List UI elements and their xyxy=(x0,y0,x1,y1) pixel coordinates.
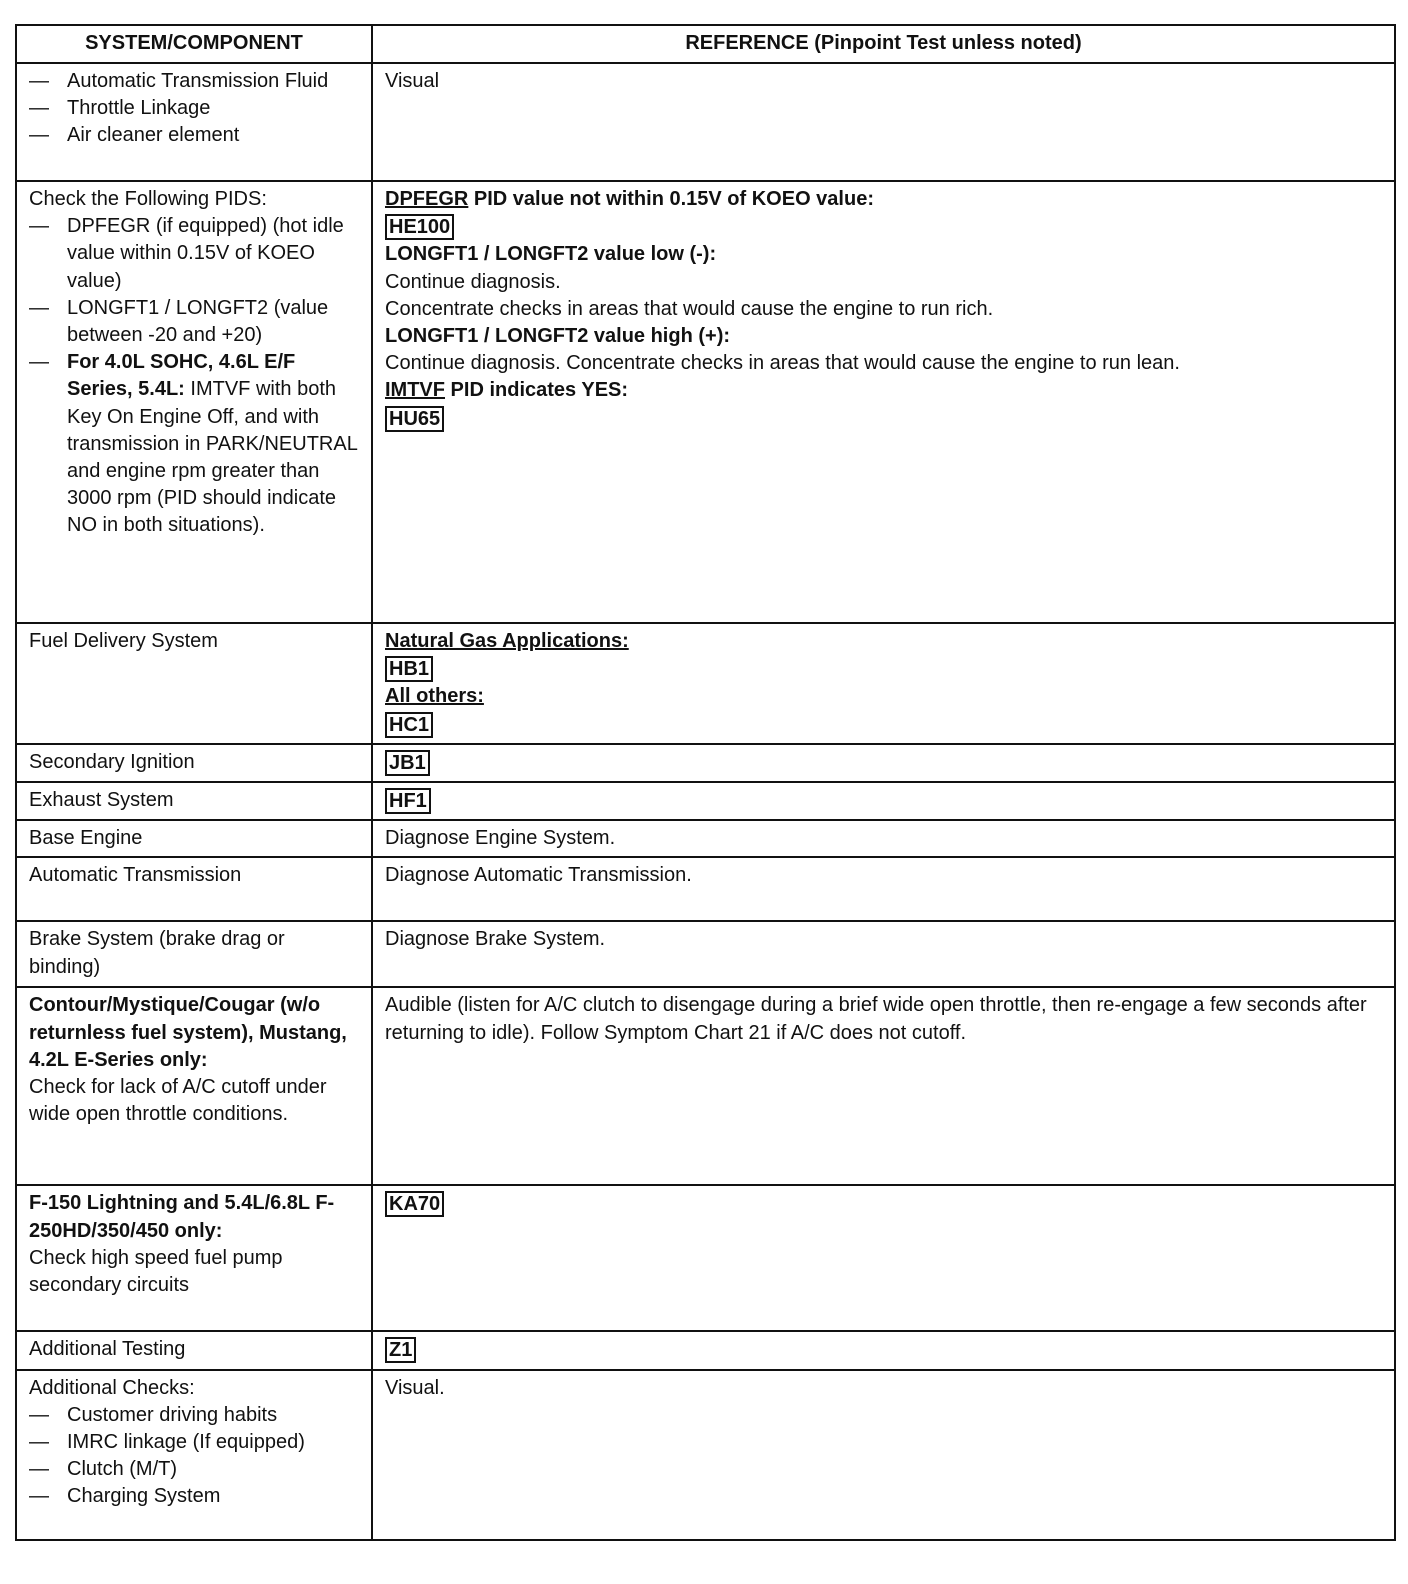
reference-cell: Visual. xyxy=(372,1370,1395,1540)
check-pids-intro: Check the Following PIDS: xyxy=(29,188,267,210)
pinpoint-test-link[interactable]: HU65 xyxy=(385,406,444,432)
reference-cell: Diagnose Engine System. xyxy=(372,820,1395,857)
reference-cell: Visual xyxy=(372,63,1395,181)
list-item: — LONGFT1 / LONGFT2 (value between -20 and +20) xyxy=(29,296,329,347)
pinpoint-test-link[interactable]: KA70 xyxy=(385,1191,444,1217)
reference-cell: Diagnose Automatic Transmission. xyxy=(372,857,1395,921)
pinpoint-test-link[interactable]: HB1 xyxy=(385,656,433,682)
reference-cell: Diagnose Brake System. xyxy=(372,921,1395,987)
list-item: — Clutch (M/T) xyxy=(29,1458,177,1481)
list-item: — DPFEGR (if equipped) (hot idle value within 0.15V of KOEO value) xyxy=(29,215,344,292)
list-item: — For 4.0L SOHC, 4.6L E/F Series, 5.4L: IMTVF with both Key On Engine Off, and with transmission in PARK/NEUTRAL and engine rpm greater than 3000 rpm (PID should indicate NO in both situations). xyxy=(29,351,358,537)
system-cell: Additional Checks: — Customer driving habits — IMRC linkage (If equipped) — Clutch (M/T) — Charging System xyxy=(16,1370,372,1540)
table-row xyxy=(16,63,1395,181)
pinpoint-test-link[interactable]: JB1 xyxy=(385,750,430,776)
system-cell: Fuel Delivery System xyxy=(16,623,372,744)
list-item: — Automatic Transmission Fluid xyxy=(29,70,329,92)
table-row xyxy=(16,921,1395,987)
system-cell: Automatic Transmission xyxy=(16,857,372,921)
table-row xyxy=(16,857,1395,921)
system-cell: Base Engine xyxy=(16,820,372,857)
pinpoint-test-link[interactable]: HF1 xyxy=(385,788,431,814)
list-item: — Customer driving habits xyxy=(29,1403,278,1426)
table-row xyxy=(16,181,1395,623)
table-row xyxy=(16,623,1395,744)
system-cell xyxy=(16,181,372,623)
system-cell: Contour/Mystique/Cougar (w/o returnless fuel system), Mustang, 4.2L E-Series only: Check for lack of A/C cutoff under wide open throttle conditions. xyxy=(16,987,372,1185)
table-row xyxy=(16,987,1395,1185)
reference-cell xyxy=(372,1185,1395,1331)
list-item: — Air cleaner element xyxy=(29,124,240,147)
reference-cell xyxy=(372,782,1395,820)
reference-cell xyxy=(372,744,1395,782)
reference-cell: Audible (listen for A/C clutch to disengage during a brief wide open throttle, then re-engage a few seconds after returning to idle). Follow Symptom Chart 21 if A/C does not cutoff. xyxy=(372,987,1395,1185)
pinpoint-test-link[interactable]: HC1 xyxy=(385,712,433,738)
reference-cell: DPFEGR PID value not within 0.15V of KOEO value: HE100 LONGFT1 / LONGFT2 value low (-): Continue diagnosis. Concentrate checks in areas that would cause the engine to run rich. LONGFT1 / LONGFT2 value high (+): Continue diagnosis. Concentrate checks in areas that would cause the engine to run lean. IMTVF PID indicates YES: HU65 xyxy=(372,181,1395,623)
list-item: — IMRC linkage (If equipped) xyxy=(29,1431,305,1454)
reference-cell: Natural Gas Applications: HB1 All others: HC1 xyxy=(372,623,1395,744)
system-cell: Additional Testing xyxy=(16,1331,372,1369)
table-row xyxy=(16,1370,1395,1540)
table-row xyxy=(16,1185,1395,1331)
table-row xyxy=(16,1331,1395,1369)
system-cell: F-150 Lightning and 5.4L/6.8L F-250HD/350/450 only: Check high speed fuel pump secondary circuits xyxy=(16,1185,372,1331)
header-row xyxy=(16,25,1395,63)
system-cell xyxy=(16,63,372,181)
system-cell: Brake System (brake drag or binding) xyxy=(16,921,372,987)
table-row xyxy=(16,744,1395,782)
diagnostic-reference-table xyxy=(15,24,1396,1541)
reference-cell xyxy=(372,1331,1395,1369)
header-reference: REFERENCE (Pinpoint Test unless noted) xyxy=(372,25,1395,63)
header-system-component: SYSTEM/COMPONENT xyxy=(16,25,372,63)
pinpoint-test-link[interactable]: Z1 xyxy=(385,1337,416,1363)
system-cell: Exhaust System xyxy=(16,782,372,820)
pinpoint-test-link[interactable]: HE100 xyxy=(385,214,454,240)
table-row xyxy=(16,782,1395,820)
system-cell: Secondary Ignition xyxy=(16,744,372,782)
table-row xyxy=(16,820,1395,857)
list-item: — Charging System xyxy=(29,1485,221,1508)
list-item: — Throttle Linkage xyxy=(29,97,211,120)
